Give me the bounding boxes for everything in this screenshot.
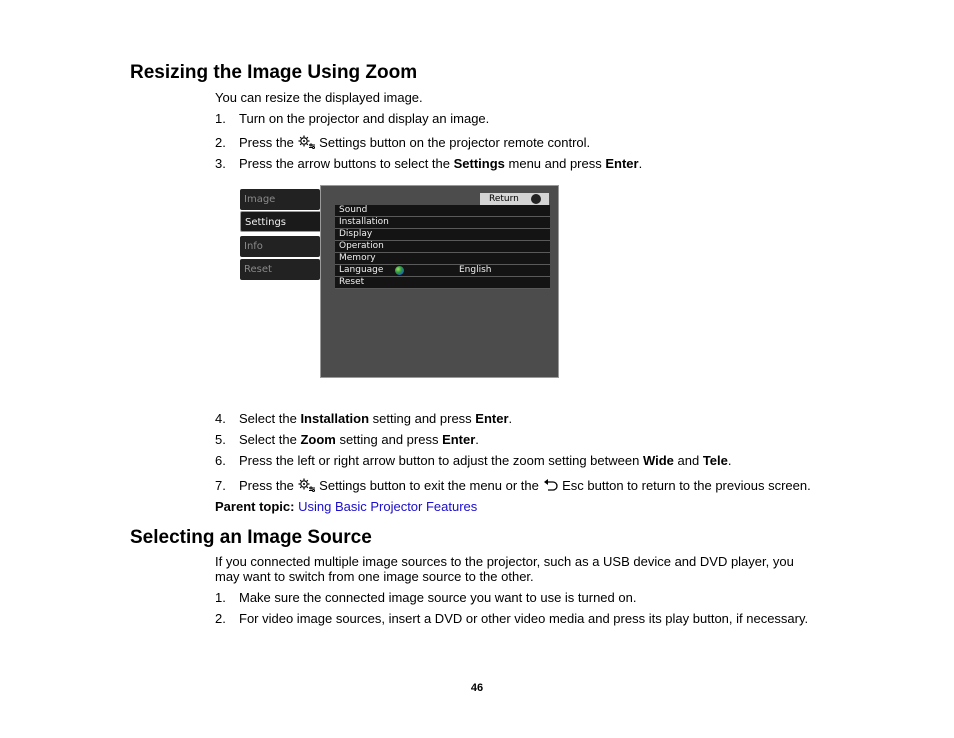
settings-menu-list: [335, 205, 550, 289]
step-1: 1. Turn on the projector and display an image.: [215, 111, 490, 126]
step-7: 7. Press the Settings button to exit the menu or the Esc button to return to the previous screen.: [215, 478, 811, 493]
parent-topic: Parent topic: Using Basic Projector Features: [215, 499, 478, 514]
menu-item-display[interactable]: Display: [335, 229, 550, 241]
step-2: 2. Press the Settings button on the projector remote control.: [215, 135, 591, 150]
intro-text-line2: may want to switch from one image source to the other.: [215, 569, 534, 584]
source-step-2: 2. For video image sources, insert a DVD or other video media and press its play button, if necessary.: [215, 611, 809, 626]
source-step-1: 1. Make sure the connected image source you want to use is turned on.: [215, 590, 637, 605]
parent-topic-link[interactable]: Using Basic Projector Features: [298, 499, 478, 514]
menu-item-sound[interactable]: Sound: [335, 205, 550, 217]
esc-return-arrow-icon: [543, 479, 559, 492]
step-3: 3. Press the arrow buttons to select the Settings menu and press Enter.: [215, 156, 643, 171]
menu-tab-settings[interactable]: Settings: [240, 211, 327, 232]
menu-tab-image[interactable]: Image: [240, 189, 320, 210]
step-4: 4. Select the Installation setting and press Enter.: [215, 411, 513, 426]
section-title-image-source: Selecting an Image Source: [130, 527, 372, 548]
menu-tab-info[interactable]: Info: [240, 236, 320, 257]
globe-icon: [395, 266, 404, 275]
intro-text: You can resize the displayed image.: [215, 90, 423, 105]
section-title-zoom: Resizing the Image Using Zoom: [130, 62, 418, 83]
menu-item-operation[interactable]: Operation: [335, 241, 550, 253]
return-button[interactable]: Return: [480, 193, 549, 205]
intro-text-line1: If you connected multiple image sources to the projector, such as a USB device and DVD player, you: [215, 554, 794, 569]
settings-gear-icon: [298, 478, 316, 492]
step-6: 6. Press the left or right arrow button to adjust the zoom setting between Wide and Tele.: [215, 453, 732, 468]
settings-gear-icon: [298, 135, 316, 149]
step-5: 5. Select the Zoom setting and press Enter.: [215, 432, 479, 447]
return-icon: [531, 194, 541, 204]
menu-item-memory[interactable]: Memory: [335, 253, 550, 265]
language-value: English: [459, 265, 492, 275]
menu-item-reset[interactable]: Reset: [335, 277, 550, 289]
menu-tab-reset[interactable]: Reset: [240, 259, 320, 280]
page-number: 46: [470, 682, 484, 694]
menu-item-language[interactable]: Language English: [335, 265, 550, 277]
menu-item-installation[interactable]: Installation: [335, 217, 550, 229]
